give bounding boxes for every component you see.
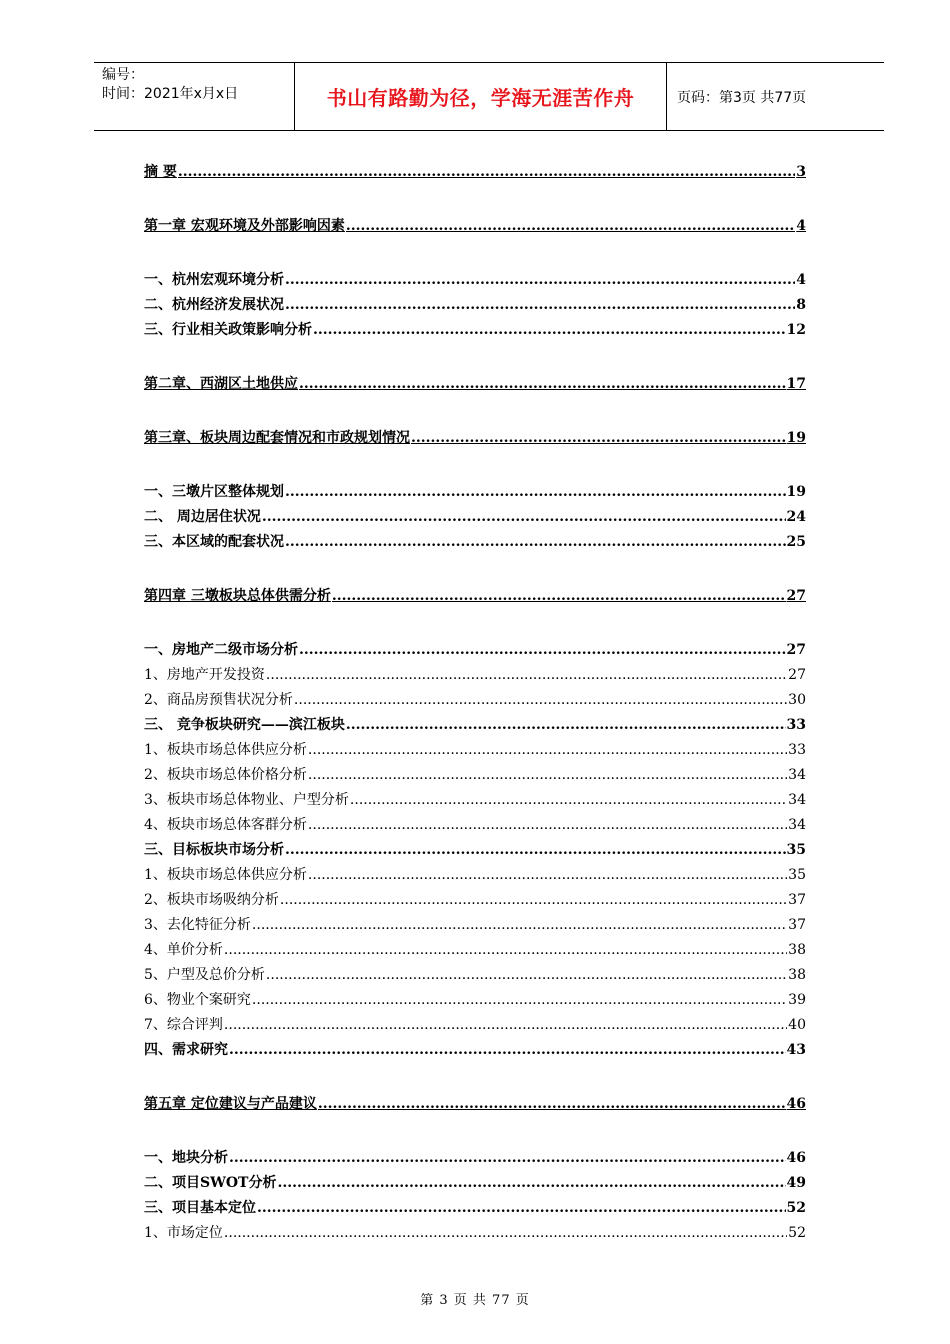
toc-leader-dots xyxy=(308,816,787,834)
toc-entry[interactable] xyxy=(144,1035,806,1059)
toc-leader-dots xyxy=(266,666,787,684)
document-number-label: 编号： xyxy=(102,67,144,83)
toc-entry[interactable] xyxy=(144,477,806,501)
toc-leader-dots xyxy=(308,741,787,759)
toc-leader-dots xyxy=(229,1149,786,1167)
toc-entry-page: 39 xyxy=(788,992,806,1008)
toc-entry-page: 12 xyxy=(786,322,806,338)
toc-entry[interactable] xyxy=(144,685,806,709)
toc-entry[interactable] xyxy=(144,935,806,959)
toc-entry-title: 5、户型及总价分析 xyxy=(144,967,265,983)
toc-entry-page: 4 xyxy=(796,218,806,234)
toc-entry-page: 27 xyxy=(786,642,806,658)
toc-entry[interactable] xyxy=(144,1168,806,1192)
toc-leader-dots xyxy=(285,533,786,551)
toc-leader-dots xyxy=(257,1199,786,1217)
toc-entry[interactable] xyxy=(144,710,806,734)
page-footer: 第 3 页 共 77 页 xyxy=(420,1293,530,1308)
toc-entry[interactable] xyxy=(144,660,806,684)
toc-leader-dots xyxy=(285,296,795,314)
header-slogan: 书山有路勤为径，学海无涯苦作舟 xyxy=(294,63,667,130)
toc-entry-page: 25 xyxy=(786,534,806,550)
toc-entry-page: 4 xyxy=(796,272,806,288)
toc-entry-title: 二、杭州经济发展状况 xyxy=(144,297,284,313)
toc-entry-title: 摘 要 xyxy=(144,164,177,180)
toc-entry-title: 第五章 定位建议与产品建议 xyxy=(144,1096,317,1112)
toc-entry-title: 第一章 宏观环境及外部影响因素 xyxy=(144,218,345,234)
header-page-info: 页码：第3页 共77页 xyxy=(677,89,807,106)
toc-leader-dots xyxy=(224,1016,787,1034)
document-time: 时间：2021年x月x日 xyxy=(102,86,239,102)
toc-entry-title: 4、单价分析 xyxy=(144,942,223,958)
toc-entry-title: 二、 周边居住状况 xyxy=(144,509,261,525)
toc-entry[interactable] xyxy=(144,810,806,834)
toc-leader-dots xyxy=(299,641,786,659)
toc-entry-page: 3 xyxy=(796,164,806,180)
toc-entry[interactable] xyxy=(144,860,806,884)
toc-entry[interactable] xyxy=(144,635,806,659)
toc-entry-title: 三、 竞争板块研究——滨江板块 xyxy=(144,717,345,733)
toc-entry[interactable] xyxy=(144,315,806,339)
toc-entry-title: 三、目标板块市场分析 xyxy=(144,842,284,858)
toc-entry-page: 19 xyxy=(786,484,806,500)
toc-entry-page: 46 xyxy=(786,1096,806,1112)
toc-entry[interactable] xyxy=(144,211,806,235)
toc-entry-title: 2、板块市场吸纳分析 xyxy=(144,892,279,908)
toc-entry-page: 38 xyxy=(788,967,806,983)
toc-entry-title: 三、行业相关政策影响分析 xyxy=(144,322,312,338)
toc-entry-page: 17 xyxy=(786,376,806,392)
toc-entry-page: 8 xyxy=(796,297,806,313)
header-meta xyxy=(94,63,294,130)
toc-leader-dots xyxy=(229,1041,786,1059)
toc-leader-dots xyxy=(285,483,786,501)
page-header xyxy=(94,62,884,131)
toc-leader-dots xyxy=(285,271,795,289)
toc-leader-dots xyxy=(313,321,786,339)
toc-entry-title: 3、去化特征分析 xyxy=(144,917,251,933)
toc-entry[interactable] xyxy=(144,910,806,934)
toc-entry[interactable] xyxy=(144,1010,806,1034)
toc-entry[interactable] xyxy=(144,1218,806,1242)
toc-leader-dots xyxy=(224,1224,787,1242)
toc-entry[interactable] xyxy=(144,985,806,1009)
toc-entry-page: 37 xyxy=(788,917,806,933)
toc-entry-page: 40 xyxy=(788,1017,806,1033)
toc-entry[interactable] xyxy=(144,369,806,393)
toc-entry-title: 2、商品房预售状况分析 xyxy=(144,692,293,708)
toc-entry-page: 35 xyxy=(786,842,806,858)
toc-entry-title: 4、板块市场总体客群分析 xyxy=(144,817,307,833)
toc-entry[interactable] xyxy=(144,290,806,314)
toc-entry-title: 2、板块市场总体价格分析 xyxy=(144,767,307,783)
toc-leader-dots xyxy=(411,429,786,447)
toc-entry-page: 27 xyxy=(788,667,806,683)
toc-leader-dots xyxy=(277,1174,785,1192)
toc-leader-dots xyxy=(178,163,795,181)
toc-entry-page: 49 xyxy=(786,1175,806,1191)
toc-leader-dots xyxy=(308,766,787,784)
toc-entry-title: 第二章、西湖区土地供应 xyxy=(144,376,298,392)
toc-entry[interactable] xyxy=(144,581,806,605)
toc-entry-page: 52 xyxy=(786,1200,806,1216)
toc-entry-page: 43 xyxy=(786,1042,806,1058)
toc-entry-page: 34 xyxy=(788,767,806,783)
toc-entry-title: 三、项目基本定位 xyxy=(144,1200,256,1216)
toc-entry-page: 24 xyxy=(786,509,806,525)
toc-entry-title: 1、板块市场总体供应分析 xyxy=(144,742,307,758)
toc-entry-page: 52 xyxy=(788,1225,806,1241)
toc-leader-dots xyxy=(262,508,786,526)
toc-entry[interactable] xyxy=(144,835,806,859)
toc-entry[interactable] xyxy=(144,735,806,759)
toc-entry-page: 33 xyxy=(786,717,806,733)
toc-leader-dots xyxy=(266,966,787,984)
toc-entry-page: 46 xyxy=(786,1150,806,1166)
toc-entry[interactable] xyxy=(144,265,806,289)
toc-entry-title: 6、物业个案研究 xyxy=(144,992,251,1008)
toc-entry-title: 四、需求研究 xyxy=(144,1042,228,1058)
toc-entry[interactable] xyxy=(144,885,806,909)
toc-entry-title: 1、房地产开发投资 xyxy=(144,667,265,683)
toc-entry[interactable] xyxy=(144,1193,806,1217)
toc-entry-title: 1、板块市场总体供应分析 xyxy=(144,867,307,883)
toc-leader-dots xyxy=(252,991,787,1009)
toc-entry-title: 1、市场定位 xyxy=(144,1225,223,1241)
toc-entry-page: 34 xyxy=(788,792,806,808)
toc-entry-title: 3、板块市场总体物业、户型分析 xyxy=(144,792,349,808)
toc-entry-title: 第四章 三墩板块总体供需分析 xyxy=(144,588,331,604)
toc-entry-title: 一、地块分析 xyxy=(144,1150,228,1166)
toc-leader-dots xyxy=(318,1095,786,1113)
toc-leader-dots xyxy=(224,941,787,959)
toc-entry-page: 37 xyxy=(788,892,806,908)
toc-entry-page: 27 xyxy=(786,588,806,604)
toc-entry-title: 第三章、板块周边配套情况和市政规划情况 xyxy=(144,430,410,446)
toc-entry[interactable] xyxy=(144,760,806,784)
toc-leader-dots xyxy=(350,791,787,809)
toc-entry[interactable] xyxy=(144,1089,806,1113)
toc-entry-page: 35 xyxy=(788,867,806,883)
toc-entry[interactable] xyxy=(144,527,806,551)
toc-entry-page: 19 xyxy=(786,430,806,446)
toc-entry[interactable] xyxy=(144,785,806,809)
toc-leader-dots xyxy=(346,716,786,734)
toc-entry-title: 一、房地产二级市场分析 xyxy=(144,642,298,658)
toc-entry-page: 30 xyxy=(788,692,806,708)
toc-leader-dots xyxy=(294,691,787,709)
toc-entry-title: 一、杭州宏观环境分析 xyxy=(144,272,284,288)
toc-entry[interactable] xyxy=(144,502,806,526)
toc-leader-dots xyxy=(346,217,795,235)
toc-entry[interactable] xyxy=(144,157,806,181)
toc-leader-dots xyxy=(252,916,787,934)
toc-entry[interactable] xyxy=(144,1143,806,1167)
toc-leader-dots xyxy=(308,866,787,884)
toc-leader-dots xyxy=(332,587,786,605)
toc-entry[interactable] xyxy=(144,423,806,447)
toc-entry-page: 38 xyxy=(788,942,806,958)
toc-leader-dots xyxy=(280,891,787,909)
toc-entry-title: 二、项目SWOT分析 xyxy=(144,1175,277,1191)
toc-entry-title: 三、本区域的配套状况 xyxy=(144,534,284,550)
toc-entry-page: 33 xyxy=(788,742,806,758)
toc-leader-dots xyxy=(285,841,786,859)
toc-entry-title: 一、三墩片区整体规划 xyxy=(144,484,284,500)
toc-entry-title: 7、综合评判 xyxy=(144,1017,223,1033)
toc-entry-page: 34 xyxy=(788,817,806,833)
toc-leader-dots xyxy=(299,375,786,393)
toc-entry[interactable] xyxy=(144,960,806,984)
